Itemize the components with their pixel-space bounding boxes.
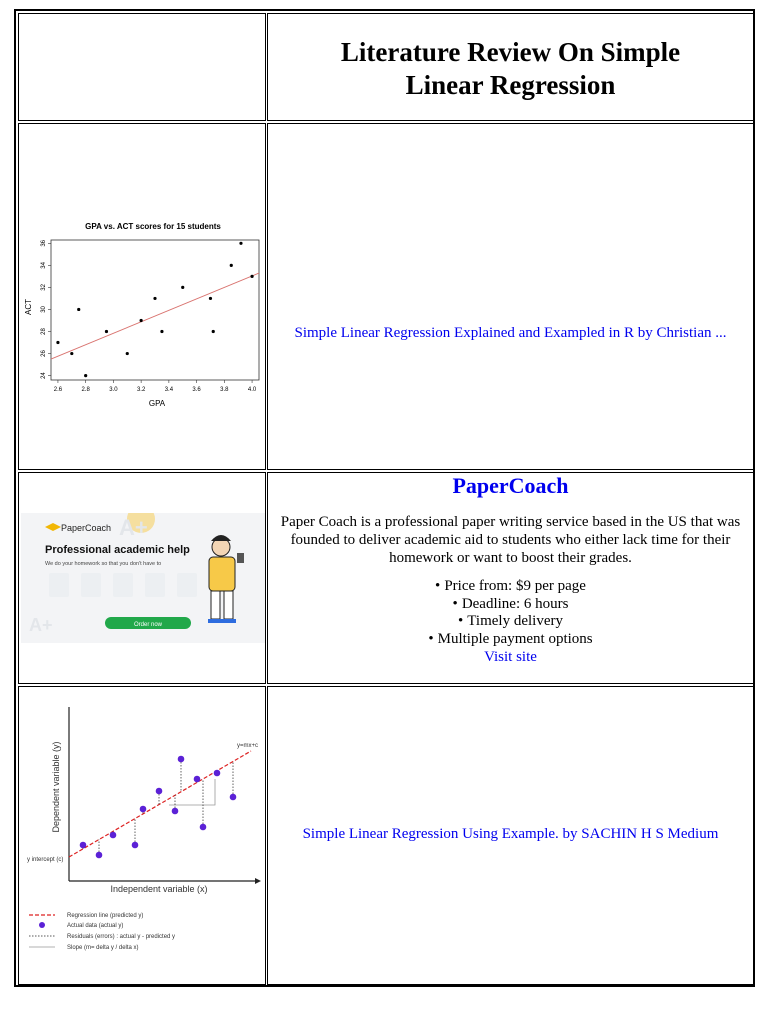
legend-item: Regression line (predicted y) — [67, 913, 144, 919]
actual-data-point — [110, 832, 117, 839]
data-point — [181, 286, 184, 289]
y-tick-label: 24 — [41, 372, 47, 379]
papercoach-feature-list — [268, 578, 753, 648]
chart-title: GPA vs. ACT scores for 15 students — [85, 222, 221, 231]
y-tick-label: 36 — [41, 239, 47, 247]
actual-data-point — [140, 806, 147, 813]
actual-data-point — [132, 842, 139, 849]
page-title: Literature Review On Simple Linear Regression — [340, 37, 681, 100]
ad-brand-label: PaperCoach — [61, 523, 112, 533]
data-point — [239, 242, 242, 245]
x-tick-label: 3.2 — [136, 387, 146, 393]
feature-item: • Price from: $9 per page — [268, 578, 753, 596]
actual-data-point — [80, 842, 87, 849]
x-tick-label: 3.6 — [192, 387, 201, 393]
feature-item: • Timely delivery — [268, 613, 753, 631]
gpa-link-cell — [267, 123, 754, 470]
ad-order-button-label: Order now — [133, 622, 163, 628]
svg-text:A+: A+ — [119, 515, 148, 540]
y-tick-label: 26 — [41, 350, 47, 357]
y-tick-label: 32 — [41, 284, 47, 291]
cartoon-character-icon — [208, 535, 244, 623]
gpa-article-link[interactable]: Simple Linear Regression Explained and Exampled in R by Christian ... — [294, 325, 727, 341]
actual-data-point — [214, 770, 221, 777]
x-tick-label: 2.8 — [81, 387, 90, 393]
data-point — [153, 297, 156, 300]
visit-site-link[interactable]: Visit site — [484, 649, 537, 665]
header-left-cell — [18, 13, 266, 121]
data-point — [212, 330, 215, 333]
diagram-y-label: Dependent variable (y) — [51, 741, 61, 833]
x-tick-label: 3.8 — [220, 387, 229, 393]
chart-y-axis-label: ACT — [24, 299, 33, 315]
gpa-act-scatter-chart — [19, 124, 266, 470]
data-point — [230, 264, 233, 267]
legend-dot-icon — [39, 922, 45, 928]
papercoach-info-cell — [267, 472, 754, 684]
data-point — [250, 275, 253, 278]
feature-item: • Multiple payment options — [268, 631, 753, 649]
x-tick-label: 2.6 — [53, 387, 63, 393]
data-point — [77, 308, 80, 311]
actual-data-point — [172, 808, 179, 815]
actual-data-point — [230, 794, 237, 801]
data-point — [209, 297, 212, 300]
data-point — [105, 330, 108, 333]
papercoach-logo-icon — [45, 523, 61, 531]
regression-link-cell — [267, 686, 754, 985]
regression-line — [51, 273, 259, 359]
actual-data-point — [194, 776, 201, 783]
legend-item: Actual data (actual y) — [67, 923, 124, 929]
chart-x-axis-label: GPA — [148, 399, 166, 408]
data-point — [84, 374, 87, 377]
gpa-chart-cell — [18, 123, 266, 470]
ad-subline: We do your homework so that you don't have to — [45, 561, 162, 567]
data-point — [70, 352, 73, 355]
actual-data-point — [178, 756, 185, 763]
results-table — [14, 9, 755, 987]
diagram-x-label: Independent variable (x) — [110, 884, 208, 894]
y-tick-label: 34 — [41, 262, 47, 269]
data-point — [140, 319, 143, 322]
diagram-regression-line — [69, 751, 251, 857]
x-axis-arrow-icon — [255, 878, 261, 884]
data-point — [160, 330, 163, 333]
papercoach-description: Paper Coach is a professional paper writing service based in the US that was founded to deliver academic aid to students who either lack time for their homework or want to boost their grades. — [280, 514, 741, 566]
regression-article-link[interactable]: Simple Linear Regression Using Example. by SACHIN H S Medium — [302, 826, 719, 842]
equation-label: y=mx+c — [237, 743, 259, 749]
ad-headline: Professional academic help — [45, 544, 190, 556]
x-tick-label: 3.4 — [164, 387, 174, 393]
x-tick-label: 3.0 — [109, 387, 118, 393]
papercoach-ad-banner[interactable] — [21, 513, 265, 643]
regression-diagram-cell — [18, 686, 266, 985]
x-tick-label: 4.0 — [247, 387, 257, 393]
papercoach-ad-graphic — [21, 513, 265, 643]
header-title-cell — [267, 13, 754, 121]
chart-plot-frame — [51, 240, 259, 380]
data-point — [126, 352, 129, 355]
svg-text:A+: A+ — [29, 615, 53, 635]
legend-item: Slope (m= delta y / delta x) — [67, 945, 139, 951]
legend-item: Residuals (errors) : actual y - predicted y — [67, 934, 176, 940]
actual-data-point — [96, 852, 103, 859]
y-tick-label: 28 — [41, 328, 47, 335]
papercoach-image-cell[interactable] — [18, 472, 266, 684]
regression-diagram — [19, 687, 266, 985]
slope-triangle — [169, 779, 215, 805]
actual-data-point — [156, 788, 163, 795]
actual-data-point — [200, 824, 207, 831]
data-point — [56, 341, 59, 344]
feature-item: • Deadline: 6 hours — [268, 596, 753, 614]
y-tick-label: 30 — [41, 306, 47, 313]
papercoach-title[interactable]: PaperCoach — [452, 473, 569, 498]
intercept-label: y intercept (c) — [27, 857, 64, 863]
